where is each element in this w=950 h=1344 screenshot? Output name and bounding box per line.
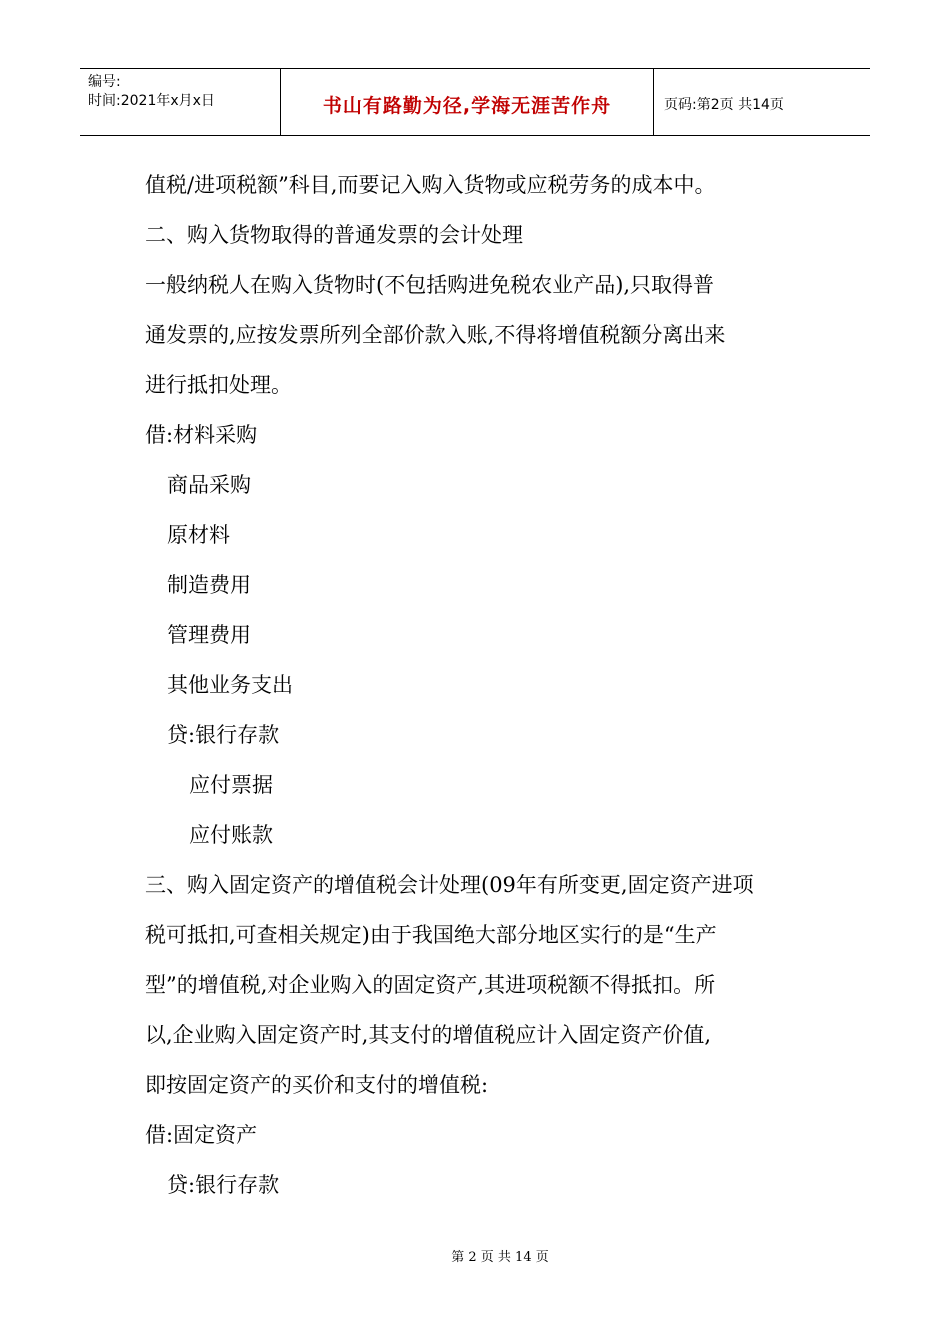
header-motto: 书山有路勤为径,学海无涯苦作舟 <box>281 69 654 135</box>
document-number-label: 编号: <box>88 74 121 90</box>
debit-account: 其他业务支出 <box>167 673 293 697</box>
body-line: 型”的增值税,对企业购入的固定资产,其进项税额不得抵扣。所 <box>145 973 716 997</box>
debit-entry: 借:材料采购 <box>145 423 258 447</box>
debit-account: 管理费用 <box>167 623 251 647</box>
document-time: 时间:2021年x月x日 <box>88 93 215 109</box>
debit-entry: 借:固定资产 <box>145 1123 258 1147</box>
debit-account: 原材料 <box>167 523 230 547</box>
body-line: 一般纳税人在购入货物时(不包括购进免税农业产品),只取得普 <box>145 273 715 297</box>
debit-account: 制造费用 <box>167 573 251 597</box>
credit-entry: 贷:银行存款 <box>167 1173 280 1197</box>
body-line: 即按固定资产的买价和支付的增值税: <box>145 1073 489 1097</box>
credit-entry: 贷:银行存款 <box>167 723 280 747</box>
page-header <box>80 68 870 136</box>
section-heading-3: 三、购入固定资产的增值税会计处理(09年有所变更,固定资产进项 <box>145 873 754 897</box>
body-line: 通发票的,应按发票所列全部价款入账,不得将增值税额分离出来 <box>145 323 726 347</box>
debit-account: 商品采购 <box>167 473 251 497</box>
body-line: 以,企业购入固定资产时,其支付的增值税应计入固定资产价值, <box>145 1023 712 1047</box>
body-line: 值税/进项税额”科目,而要记入购入货物或应税劳务的成本中。 <box>145 173 716 197</box>
body-line: 进行抵扣处理。 <box>145 373 292 397</box>
credit-account: 应付票据 <box>189 773 273 797</box>
document-body <box>145 160 815 1210</box>
section-heading-2: 二、购入货物取得的普通发票的会计处理 <box>145 223 523 247</box>
body-line: 税可抵扣,可查相关规定)由于我国绝大部分地区实行的是“生产 <box>145 923 717 947</box>
credit-account: 应付账款 <box>189 823 273 847</box>
header-meta <box>80 69 281 135</box>
header-page-info: 页码:第2页 共14页 <box>664 97 784 113</box>
page-footer: 第 2 页 共 14 页 <box>451 1250 549 1265</box>
